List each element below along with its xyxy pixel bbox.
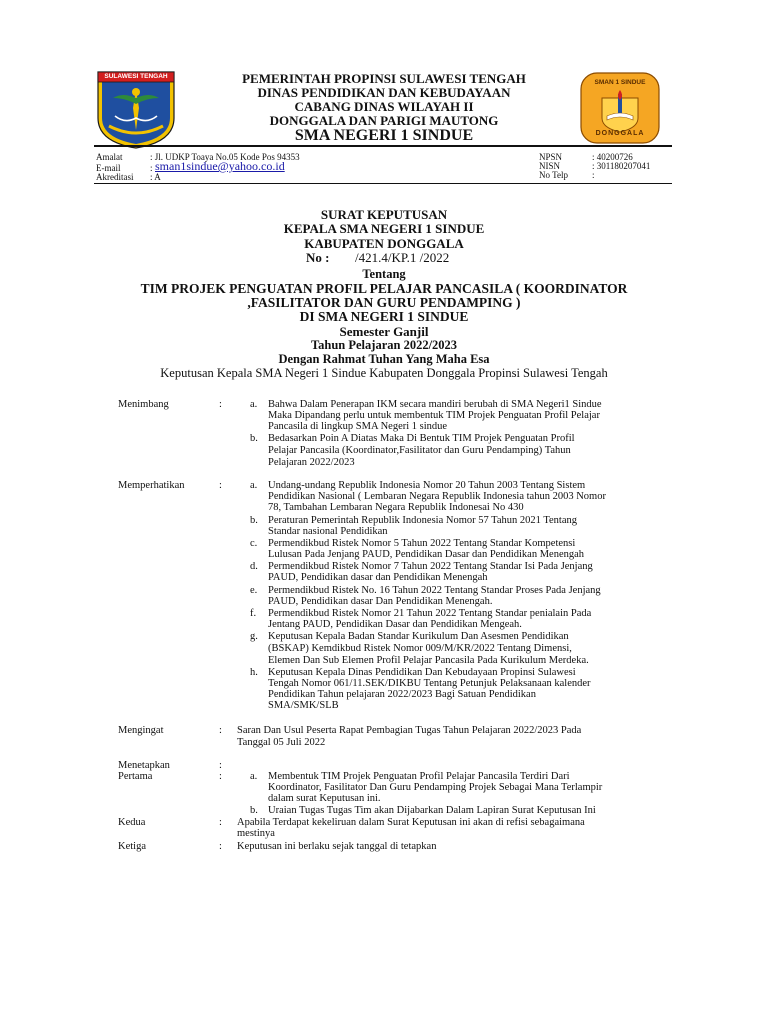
telp-value: : xyxy=(592,170,595,180)
kedua-line-2: mestinya xyxy=(237,828,275,839)
memperhatikan-f-line-1: Permendikbud Ristek Nomor 21 Tahun 2022 Tentang Standar penialain Pada xyxy=(268,608,592,619)
memperhatikan-c-line-1: Permendikbud Ristek Nomor 5 Tahun 2022 Tentang Standar Kompetensi xyxy=(268,538,576,549)
telp-label: No Telp xyxy=(539,170,568,180)
title-line-1: SURAT KEPUTUSAN xyxy=(320,207,448,222)
pertama-a-line-3: dalam surat Keputusan ini. xyxy=(268,793,381,804)
ketiga-line-1: Keputusan ini berlaku sejak tanggal di tetapkan xyxy=(237,841,437,852)
menimbang-a-mark: a. xyxy=(250,399,258,410)
title-line-3: KABUPATEN DONGGALA xyxy=(304,236,464,251)
nisn-value: : 301180207041 xyxy=(592,161,651,171)
memperhatikan-d-line-1: Permendikbud Ristek Nomor 7 Tahun 2022 Tentang Standar Isi Pada Jenjang xyxy=(268,561,593,572)
menimbang-a-line-2: Maka Dipandang perlu untuk membentuk TIM Projek Penguatan Profil Pelajar xyxy=(268,410,600,421)
memperhatikan-c-mark: c. xyxy=(250,538,258,549)
pertama-label: Pertama xyxy=(118,771,153,782)
school-name: SMA NEGERI 1 SINDUE xyxy=(294,127,474,144)
menimbang-a-line-1: Bahwa Dalam Penerapan IKM secara mandiri berubah di SMA Negeri1 Sindue xyxy=(268,399,602,410)
pertama-a-mark: a. xyxy=(250,771,258,782)
menimbang-a-line-3: Pancasila di lingkup SMA Negeri 1 sindue xyxy=(268,421,448,432)
npsn-value: : 40200726 xyxy=(592,152,633,162)
memperhatikan-h-line-1: Keputusan Kepala Dinas Pendidikan Dan Kebudayaan Propinsi Sulawesi xyxy=(268,667,576,678)
memperhatikan-c-line-2: Lulusan Pada Jenjang PAUD, Pendidikan Dasar dan Pendidikan Menengah xyxy=(268,549,585,560)
header-line-3: CABANG DINAS WILAYAH II xyxy=(294,99,474,114)
semester-line: Semester Ganjil xyxy=(339,324,429,339)
subject-line-2: ,FASILITATOR DAN GURU PENDAMPING ) xyxy=(247,295,521,310)
school-logo-bottom-text: DONGGALA xyxy=(595,130,645,137)
title-line-2: KEPALA SMA NEGERI 1 SINDUE xyxy=(283,221,485,236)
memperhatikan-b-mark: b. xyxy=(250,515,258,526)
memperhatikan-h-line-4: SMA/SMK/SLB xyxy=(268,700,339,711)
email-label: E-mail xyxy=(96,163,121,173)
header-rule-thick xyxy=(94,145,672,147)
pertama-colon: : xyxy=(219,771,222,782)
memperhatikan-b-line-1: Peraturan Pemerintah Republik Indonesia Nomor 57 Tahun 2021 Tentang xyxy=(268,515,577,526)
npsn-label: NPSN xyxy=(539,152,563,162)
subject-line-1: TIM PROJEK PENGUATAN PROFIL PELAJAR PANCASILA ( KOORDINATOR xyxy=(140,281,628,296)
pertama-b-line-1: Uraian Tugas Tugas Tim akan Dijabarkan Dalam Lapiran Surat Keputusan Ini xyxy=(268,805,596,816)
nisn-label: NISN xyxy=(539,161,561,171)
header-line-4: DONGGALA DAN PARIGI MAUTONG xyxy=(269,113,499,128)
memperhatikan-colon: : xyxy=(219,480,222,491)
pertama-a-line-2: Koordinator, Fasilitator Dan Guru Pendamping Projek Sebagai Mana Terlampir xyxy=(268,782,603,793)
emblem-banner-text: SULAWESI TENGAH xyxy=(104,73,168,80)
memperhatikan-e-line-1: Permendikbud Ristek No. 16 Tahun 2022 Tentang Standar Proses Pada Jenjang xyxy=(268,585,601,596)
memperhatikan-a-line-3: 78, Tambahan Lembaran Negara Republik Indonesai No 430 xyxy=(268,502,524,513)
memperhatikan-a-mark: a. xyxy=(250,480,258,491)
menimbang-b-line-2: Pelajar Pancasila (Koordinator,Fasilitator dan Guru Pendamping) Tahun xyxy=(268,445,571,456)
mengingat-line-1: Saran Dan Usul Peserta Rapat Pembagian Tugas Tahun Pelajaran 2022/2023 Pada xyxy=(237,725,582,736)
menetapkan-label: Menetapkan xyxy=(118,760,170,771)
akreditasi-value: : A xyxy=(150,172,161,182)
memperhatikan-f-mark: f. xyxy=(250,608,257,619)
alamat-label: Amalat xyxy=(96,152,123,162)
ketiga-label: Ketiga xyxy=(118,841,146,852)
memperhatikan-a-line-1: Undang-undang Republik Indonesia Nomor 20 Tahun 2003 Tentang Sistem xyxy=(268,480,586,491)
tahun-pelajaran-line: Tahun Pelajaran 2022/2023 xyxy=(310,338,458,352)
header-rule-bottom xyxy=(94,183,672,184)
pertama-a-line-1: Membentuk TIM Projek Penguatan Profil Pelajar Pancasila Terdiri Dari xyxy=(268,771,570,782)
memperhatikan-g-mark: g. xyxy=(250,631,258,642)
menimbang-b-mark: b. xyxy=(250,433,258,444)
kedua-label: Kedua xyxy=(118,817,146,828)
memperhatikan-h-mark: h. xyxy=(250,667,258,678)
mengingat-line-2: Tanggal 05 Juli 2022 xyxy=(237,737,326,748)
menetapkan-colon: : xyxy=(219,760,222,771)
memperhatikan-g-line-3: Elemen Dan Sub Elemen Profil Pelajar Pancasila Pada Kurikulum Merdeka. xyxy=(268,655,589,666)
mengingat-colon: : xyxy=(219,725,222,736)
header-line-1: PEMERINTAH PROPINSI SULAWESI TENGAH xyxy=(242,71,526,86)
memperhatikan-e-line-2: PAUD, Pendidikan dasar Dan Pendidikan Menengah. xyxy=(268,596,493,607)
memperhatikan-d-mark: d. xyxy=(250,561,258,572)
memperhatikan-f-line-2: Jentang PAUD, Pendidikan Dasar dan Pendidikan Mengeah. xyxy=(268,619,522,630)
kedua-colon: : xyxy=(219,817,222,828)
memperhatikan-label: Memperhatikan xyxy=(118,480,185,491)
tentang-label: Tentang xyxy=(362,267,406,281)
memperhatikan-g-line-1: Keputusan Kepala Badan Standar Kurikulum Dan Asesmen Pendidikan xyxy=(268,631,569,642)
school-logo-top-text: SMAN 1 SINDUE xyxy=(594,79,646,86)
alamat-value: : Jl. UDKP Toaya No.05 Kode Pos 94353 xyxy=(150,152,300,162)
subject-line-3: DI SMA NEGERI 1 SINDUE xyxy=(299,309,469,324)
memperhatikan-d-line-2: PAUD, Pendidikan dasar dan Pendidikan Menengah xyxy=(268,572,488,583)
nomor-label: No : xyxy=(306,250,330,265)
akreditasi-label: Akreditasi xyxy=(96,172,134,182)
memperhatikan-e-mark: e. xyxy=(250,585,258,596)
header-line-2: DINAS PENDIDIKAN DAN KEBUDAYAAN xyxy=(257,85,511,100)
ketiga-colon: : xyxy=(219,841,222,852)
email-link[interactable]: sman1sindue@yahoo.co.id xyxy=(155,159,285,173)
memperhatikan-a-line-2: Pendidikan Nasional ( Lembaran Negara Republik Indonesia tahun 2003 Nomor xyxy=(268,491,606,502)
memperhatikan-g-line-2: (BSKAP) Kemdikbud Ristek Nomor 009/M/KR/2022 Tentang Dimensi, xyxy=(268,643,572,654)
menimbang-colon: : xyxy=(219,399,222,410)
menimbang-b-line-3: Pelajaran 2022/2023 xyxy=(268,457,355,468)
nomor-value: /421.4/KP.1 /2022 xyxy=(355,250,450,265)
memperhatikan-b-line-2: Standar nasional Pendidikan xyxy=(268,526,388,537)
rahmat-line: Dengan Rahmat Tuhan Yang Maha Esa xyxy=(278,352,490,366)
kedua-line-1: Apabila Terdapat kekeliruan dalam Surat Keputusan ini akan di refisi sebagaimana xyxy=(237,817,585,828)
menimbang-label: Menimbang xyxy=(118,399,169,410)
mengingat-label: Mengingat xyxy=(118,725,164,736)
email-colon: : xyxy=(150,163,153,173)
menimbang-b-line-1: Bedasarkan Poin A Diatas Maka Di Bentuk TIM Projek Penguatan Profil xyxy=(268,433,575,444)
keputusan-line: Keputusan Kepala SMA Negeri 1 Sindue Kabupaten Donggala Propinsi Sulawesi Tengah xyxy=(160,366,608,380)
memperhatikan-h-line-2: Tengah Nomor 061/11.SEK/DIKBU Tentang Petunjuk Pelaksanaan kalender xyxy=(268,678,591,689)
pertama-b-mark: b. xyxy=(250,805,258,816)
memperhatikan-h-line-3: Pendidikan Tahun pelajaran 2022/2023 Bagi Satuan Pendidikan xyxy=(268,689,536,700)
